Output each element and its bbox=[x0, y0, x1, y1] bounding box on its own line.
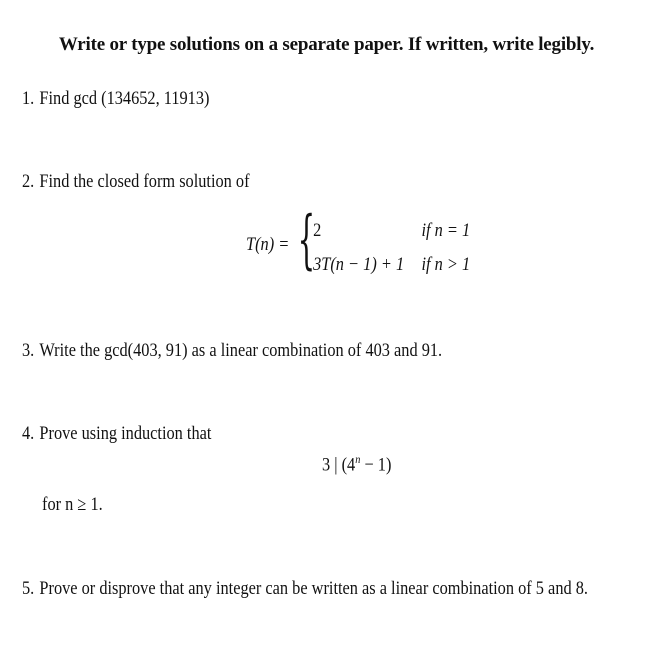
divisibility-exponent: n bbox=[355, 452, 361, 466]
problem-3 bbox=[22, 340, 442, 362]
case-1-value: 2 bbox=[313, 220, 322, 241]
problem-text: Prove using induction that bbox=[39, 423, 212, 444]
case-1-condition: if n = 1 bbox=[421, 220, 471, 241]
case-2-condition: if n > 1 bbox=[421, 254, 471, 275]
problem-number: 5. bbox=[22, 578, 35, 599]
problem-number: 2. bbox=[22, 171, 35, 192]
problem-number: 4. bbox=[22, 423, 35, 444]
divisibility-left: 3 | (4 bbox=[322, 454, 356, 476]
problem-5 bbox=[22, 578, 588, 600]
problem-number: 3. bbox=[22, 340, 35, 361]
case-2-value: 3T(n − 1) + 1 bbox=[313, 254, 405, 275]
problem-4 bbox=[22, 423, 211, 445]
problem-2 bbox=[22, 171, 250, 193]
problem-text: Find the closed form solution of bbox=[39, 171, 250, 192]
problem-text: Find gcd (134652, 11913) bbox=[39, 88, 210, 109]
problem-number: 1. bbox=[22, 88, 35, 109]
problem-text: Write the gcd(403, 91) as a linear combination of 403 and 91. bbox=[39, 340, 443, 361]
recurrence-lhs: T(n) = bbox=[246, 234, 290, 255]
divisibility-statement bbox=[322, 452, 391, 476]
instructions-heading: Write or type solutions on a separate paper. If written, write legibly. bbox=[58, 34, 595, 55]
problem-1 bbox=[22, 88, 209, 110]
divisibility-right: − 1) bbox=[360, 454, 392, 476]
problem-text: Prove or disprove that any integer can be written as a linear combination of 5 and 8. bbox=[39, 578, 589, 599]
left-brace: { bbox=[297, 203, 316, 277]
induction-range-note: for n ≥ 1. bbox=[42, 494, 103, 515]
